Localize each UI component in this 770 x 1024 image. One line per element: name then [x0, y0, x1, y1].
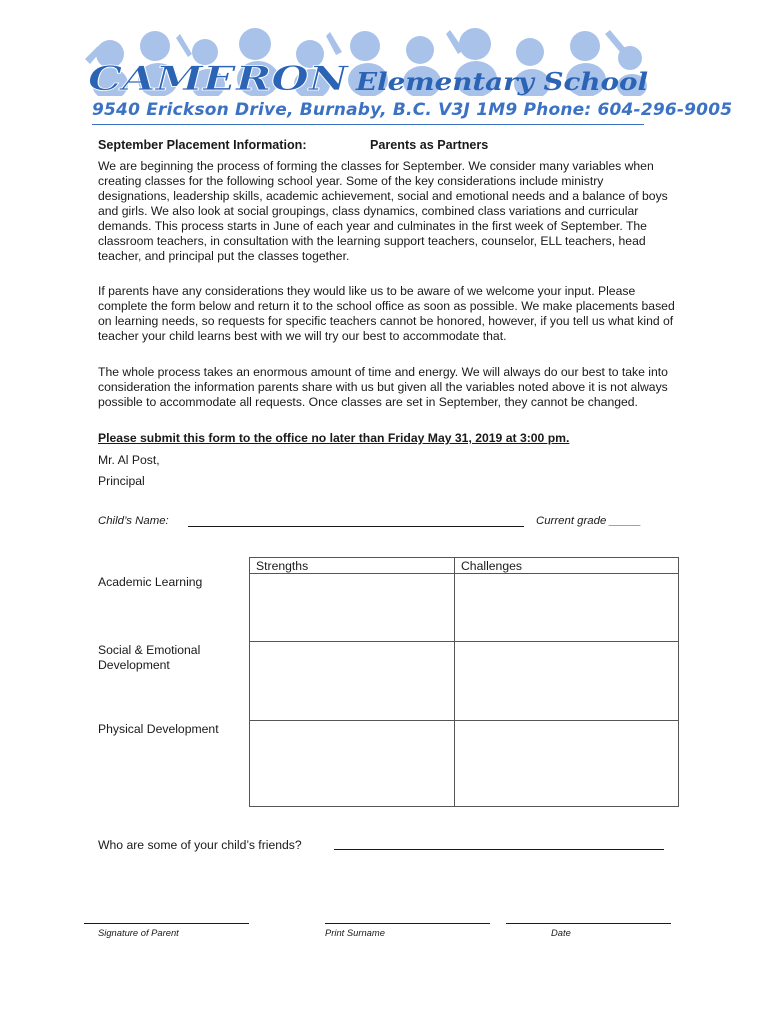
paragraph-intro: We are beginning the process of forming the classes for September. We consider many variables when creating classes for the following school year. Some of the key considerations include ministry designations, leadership skills, academic achievement, social and emotional needs and a balance of boys and girls. We also look at social groupings, class dynamics, combined class variations and curricular demands. This process starts in June of each year and culminates in the first week of September. The classroom teachers, in consultation with the learning support teachers, counselor, ELL teachers, head teacher, and principal put the classes together. — [98, 159, 668, 263]
school-title-word2: Elementary School — [354, 67, 648, 96]
current-grade-label: Current grade _____ — [536, 515, 642, 527]
row-label-physical: Physical Development — [98, 722, 219, 736]
physical-challenges-cell[interactable] — [455, 721, 679, 807]
friends-field[interactable] — [334, 849, 664, 850]
signature-parent-field[interactable] — [84, 923, 249, 924]
physical-strengths-cell[interactable] — [250, 721, 455, 807]
heading-left: September Placement Information: — [98, 138, 307, 152]
child-name-field[interactable] — [188, 526, 524, 527]
social-strengths-cell[interactable] — [250, 642, 455, 721]
header-challenges: Challenges — [455, 558, 679, 574]
header-divider — [92, 124, 644, 125]
signature-parent-label: Signature of Parent — [98, 927, 179, 938]
strengths-challenges-table — [249, 557, 679, 807]
signoff-name: Mr. Al Post, — [98, 453, 160, 467]
header-strengths: Strengths — [250, 558, 455, 574]
academic-challenges-cell[interactable] — [455, 574, 679, 642]
social-challenges-cell[interactable] — [455, 642, 679, 721]
current-grade-field[interactable]: _____ — [609, 515, 642, 527]
heading-right: Parents as Partners — [370, 138, 489, 152]
paragraph-process: The whole process takes an enormous amount of time and energy. We will always do our best to take into consideration the information parents share with us but given all the variables noted above it is not always possible to accommodate all requests. Once classes are set in September, they cannot be changed. — [98, 365, 668, 409]
date-field[interactable] — [506, 923, 671, 924]
deadline-notice: Please submit this form to the office no later than Friday May 31, 2019 at 3:00 pm. — [98, 431, 570, 445]
row-label-social: Social & Emotional Development — [98, 643, 201, 672]
school-title — [86, 58, 656, 98]
print-surname-field[interactable] — [325, 923, 490, 924]
school-title-word1: CAMERON — [88, 59, 351, 98]
academic-strengths-cell[interactable] — [250, 574, 455, 642]
friends-label: Who are some of your child’s friends? — [98, 838, 302, 852]
paragraph-input: If parents have any considerations they would like us to be aware of we welcome your input. Please complete the form below and return it to the school office as soon as possible. We make placements based on learning needs, so requests for specific teachers cannot be honored, however, if you tell us what kind of teacher your child learns best with we will try our best to accommodate that. — [98, 284, 675, 343]
school-address: 9540 Erickson Drive, Burnaby, B.C. V3J 1M9 Phone: 604-296-9005 — [92, 100, 733, 120]
print-surname-label: Print Surname — [325, 927, 385, 938]
signoff-title: Principal — [98, 474, 145, 488]
child-name-label: Child’s Name: — [98, 515, 169, 527]
date-label: Date — [551, 927, 571, 938]
row-label-academic: Academic Learning — [98, 575, 203, 589]
